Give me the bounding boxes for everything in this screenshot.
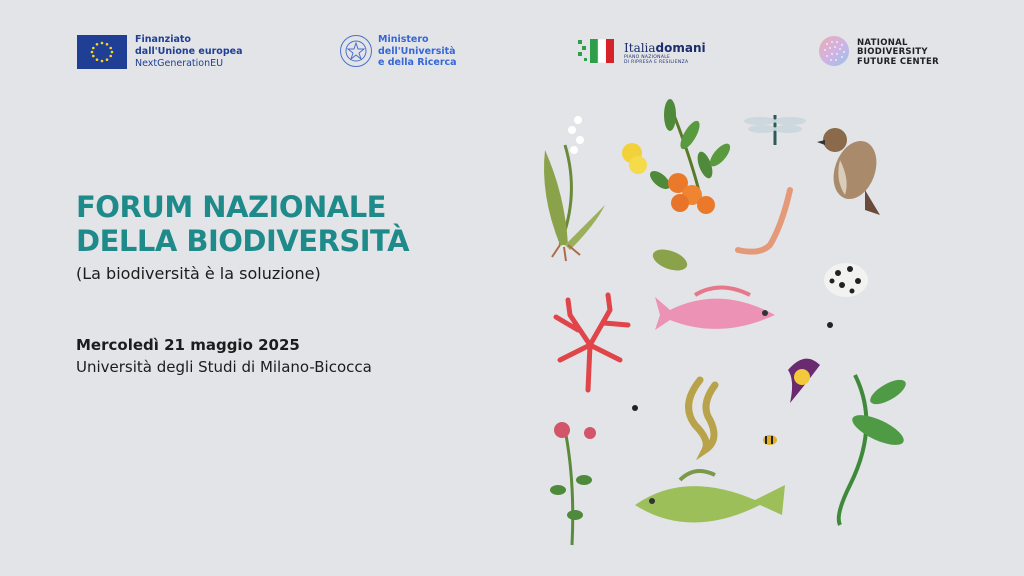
perch-fish-illustration bbox=[635, 471, 785, 523]
ministry-line2: dell'Università bbox=[378, 45, 456, 57]
nbfc-line2: BIODIVERSITY bbox=[857, 47, 928, 58]
italia-flag-icon bbox=[576, 36, 620, 70]
nbfc-line3: FUTURE CENTER bbox=[857, 56, 939, 67]
lizard-illustration bbox=[689, 380, 715, 450]
ministry-line1: Ministero bbox=[378, 34, 429, 45]
italiadomani-brand-b: domani bbox=[655, 41, 706, 55]
bee-illustration bbox=[763, 435, 777, 445]
biodiversity-illustration bbox=[520, 85, 920, 555]
eu-line3: NextGenerationEU bbox=[135, 58, 224, 69]
event-date: Mercoledì 21 maggio 2025 bbox=[76, 336, 300, 354]
nbfc-logo bbox=[817, 34, 939, 72]
ministry-emblem-icon bbox=[340, 35, 372, 67]
title-line-2: DELLA BIODIVERSITÀ bbox=[76, 224, 410, 258]
dragonfly-illustration bbox=[744, 115, 806, 145]
pink-fish-illustration bbox=[655, 288, 775, 331]
italiadomani-logo bbox=[576, 36, 706, 70]
spotted-shell-illustration bbox=[824, 263, 868, 297]
oak-leaf-illustration bbox=[650, 245, 690, 274]
sparrow-illustration bbox=[817, 128, 884, 215]
clover-illustration bbox=[550, 422, 596, 545]
italiadomani-sub1: PIANO NAZIONALE bbox=[624, 55, 671, 60]
ministry-line3: e della Ricerca bbox=[378, 57, 457, 68]
italiadomani-sub2: DI RIPRESA E RESILIENZA bbox=[624, 60, 689, 65]
red-coral-illustration bbox=[556, 295, 628, 390]
event-subtitle: (La biodiversità è la soluzione) bbox=[76, 264, 321, 283]
orchid-illustration bbox=[788, 359, 909, 525]
nbfc-sphere-icon bbox=[817, 34, 851, 72]
fruit-branch-illustration bbox=[622, 99, 734, 214]
event-title bbox=[76, 190, 409, 258]
nbfc-line1: NATIONAL bbox=[857, 37, 908, 48]
eu-flag-icon bbox=[77, 35, 127, 69]
eu-logo bbox=[77, 34, 242, 70]
worm-illustration bbox=[738, 190, 790, 252]
ministry-logo bbox=[340, 34, 457, 69]
beetle-illustration-1 bbox=[827, 322, 833, 328]
eu-line2: dall'Unione europea bbox=[135, 46, 243, 57]
lily-of-the-valley-illustration bbox=[544, 116, 605, 261]
event-venue: Università degli Studi di Milano-Bicocca bbox=[76, 358, 372, 376]
title-line-1: FORUM NAZIONALE bbox=[76, 190, 386, 224]
beetle-illustration-2 bbox=[632, 405, 638, 411]
italiadomani-brand-a: Italia bbox=[624, 41, 656, 55]
eu-line1: Finanziato bbox=[135, 34, 191, 45]
